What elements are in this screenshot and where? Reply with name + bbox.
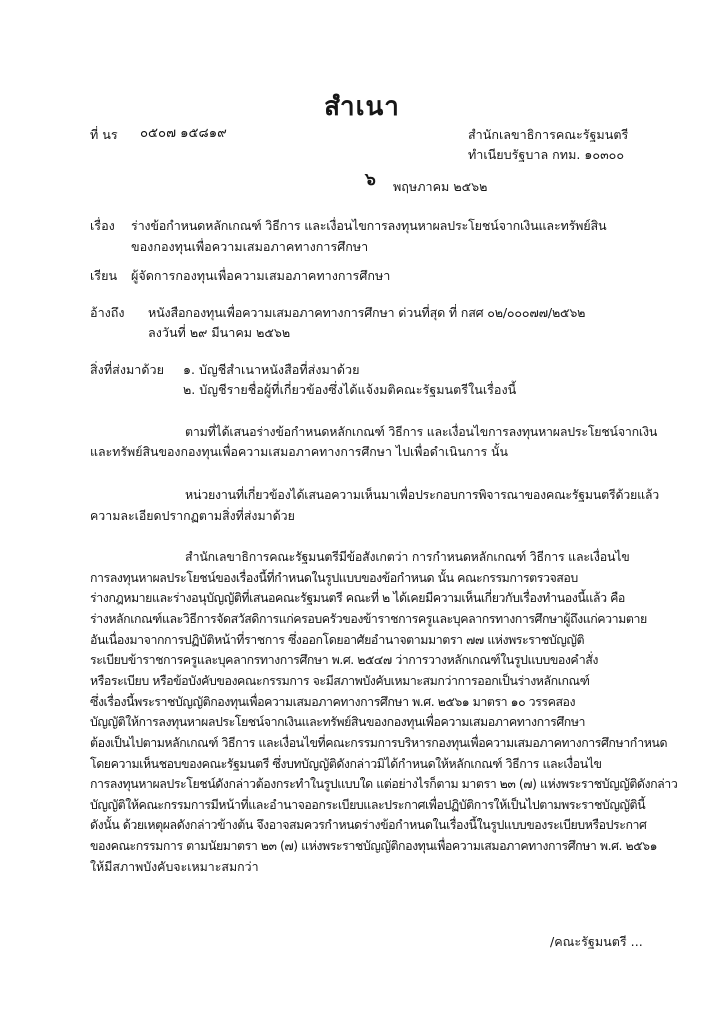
paragraph-line: และทรัพย์สินของกองทุนเพื่อความเสมอภาคทางการศึกษา ไปเพื่อดำเนินการ นั้น	[90, 444, 508, 459]
ref-label: ที่ นร	[90, 127, 118, 142]
continuation-note: /คณะรัฐมนตรี ...	[550, 934, 643, 949]
subject-line: ร่างข้อกำหนดหลักเกณฑ์ วิธีการ และเงื่อนไขการลงทุนหาผลประโยชน์จากเงินและทรัพย์สิน	[131, 218, 607, 233]
paragraph-line: ร่างกฎหมายและร่างอนุบัญญัติที่เสนอคณะรัฐมนตรี คณะที่ ๒ ได้เคยมีความเห็นเกี่ยวกับเรื่องทำนองนี้แล้ว คือ	[90, 590, 625, 605]
recipient-label: เรียน	[90, 268, 118, 283]
enclosure-item: ๒. บัญชีรายชื่อผู้ที่เกี่ยวข้องซึ่งได้แจ้งมติคณะรัฐมนตรีในเรื่องนี้	[183, 382, 517, 397]
paragraph-line: สำนักเลขาธิการคณะรัฐมนตรีมีข้อสังเกตว่า การกำหนดหลักเกณฑ์ วิธีการ และเงื่อนไข	[185, 549, 630, 564]
reference-label: อ้างถึง	[90, 305, 125, 320]
date-month-year: พฤษภาคม ๒๕๖๒	[393, 179, 488, 194]
paragraph-line: บัญญัติให้การลงทุนหาผลประโยชน์จากเงินและทรัพย์สินของกองทุนเพื่อความเสมอภาคทางการศึกษา	[90, 714, 586, 729]
paragraph-line: ระเบียบข้าราชการครูและบุคลากรทางการศึกษา พ.ศ. ๒๕๔๗ ว่าการวางหลักเกณฑ์ในรูปแบบของคำสั่ง	[90, 652, 598, 667]
paragraph-line: ต้องเป็นไปตามหลักเกณฑ์ วิธีการ และเงื่อนไขที่คณะกรรมการบริหารกองทุนเพื่อความเสมอภาคทางการศึกษากำหนด	[90, 735, 668, 750]
reference-line: ลงวันที่ ๒๙ มีนาคม ๒๕๖๒	[148, 325, 291, 340]
paragraph-line: ร่างหลักเกณฑ์และวิธีการจัดสวัสดิการแก่ครอบครัวของข้าราชการครูและบุคลากรทางการศึกษาผู้ถึงแก่ความตาย	[90, 611, 647, 626]
enclosure-item: ๑. บัญชีสำเนาหนังสือที่ส่งมาด้วย	[183, 362, 360, 377]
paragraph-line: ซึ่งเรื่องนี้พระราชบัญญัติกองทุนเพื่อความเสมอภาคทางการศึกษา พ.ศ. ๒๕๖๑ มาตรา ๑๐ วรรคสอง	[90, 694, 576, 709]
paragraph-line: การลงทุนหาผลประโยชน์ดังกล่าวต้องกระทำในรูปแบบใด แต่อย่างไรก็ตาม มาตรา ๒๓ (๗) แห่งพระราชบัญญัติดังกล่าว	[90, 776, 678, 791]
office-name: สำนักเลขาธิการคณะรัฐมนตรี	[468, 127, 629, 142]
paragraph-line: ตามที่ได้เสนอร่างข้อกำหนดหลักเกณฑ์ วิธีการ และเงื่อนไขการลงทุนหาผลประโยชน์จากเงิน	[185, 424, 658, 439]
reference-line: หนังสือกองทุนเพื่อความเสมอภาคทางการศึกษา ด่วนที่สุด ที่ กสศ ๐๒/๐๐๐๗๗/๒๕๖๒	[148, 305, 586, 320]
paragraph-line: หน่วยงานที่เกี่ยวข้องได้เสนอความเห็นมาเพื่อประกอบการพิจารณาของคณะรัฐมนตรีด้วยแล้ว	[185, 487, 660, 502]
paragraph-line: ดังนั้น ด้วยเหตุผลดังกล่าวข้างต้น จึงอาจสมควรกำหนดร่างข้อกำหนดในเรื่องนี้ในรูปแบบของระเบียบหรือประกาศ	[90, 817, 647, 832]
subject-label: เรื่อง	[90, 218, 115, 233]
office-address: ทำเนียบรัฐบาล กทม. ๑๐๓๐๐	[468, 147, 625, 162]
date-day: ๖	[365, 170, 376, 190]
paragraph-line: ความละเอียดปรากฏตามสิ่งที่ส่งมาด้วย	[90, 508, 295, 523]
paragraph-line: อันเนื่องมาจากการปฏิบัติหน้าที่ราชการ ซึ่งออกโดยอาศัยอำนาจตามมาตรา ๗๗ แห่งพระราชบัญญัติ	[90, 632, 585, 647]
recipient-text: ผู้จัดการกองทุนเพื่อความเสมอภาคทางการศึกษา	[131, 268, 391, 283]
subject-line: ของกองทุนเพื่อความเสมอภาคทางการศึกษา	[131, 239, 369, 254]
ref-number: ๐๕๐๗ ๑๕๘๑๙	[140, 126, 227, 141]
paragraph-line: บัญญัติให้คณะกรรมการมีหน้าที่และอำนาจออกระเบียบและประกาศเพื่อปฏิบัติการให้เป็นไปตามพระราชบัญญัตินี้	[90, 797, 646, 812]
enclosures-label: สิ่งที่ส่งมาด้วย	[90, 362, 164, 377]
document-title: สำเนา	[324, 92, 400, 122]
paragraph-line: หรือระเบียบ หรือข้อบังคับของคณะกรรมการ จะมีสภาพบังคับเหมาะสมกว่าการออกเป็นร่างหลักเกณฑ์	[90, 673, 590, 688]
paragraph-line: ของคณะกรรมการ ตามนัยมาตรา ๒๓ (๗) แห่งพระราชบัญญัติกองทุนเพื่อความเสมอภาคทางการศึกษา พ.ศ. ๒๕๖๑	[90, 838, 658, 853]
paragraph-line: ให้มีสภาพบังคับจะเหมาะสมกว่า	[90, 859, 259, 874]
paragraph-line: โดยความเห็นชอบของคณะรัฐมนตรี ซึ่งบทบัญญัติดังกล่าวมิได้กำหนดให้หลักเกณฑ์ วิธีการ และเงื่อนไข	[90, 756, 602, 771]
paragraph-line: การลงทุนหาผลประโยชน์ของเรื่องนี้ที่กำหนดในรูปแบบของข้อกำหนด นั้น คณะกรรมการตรวจสอบ	[90, 570, 578, 585]
